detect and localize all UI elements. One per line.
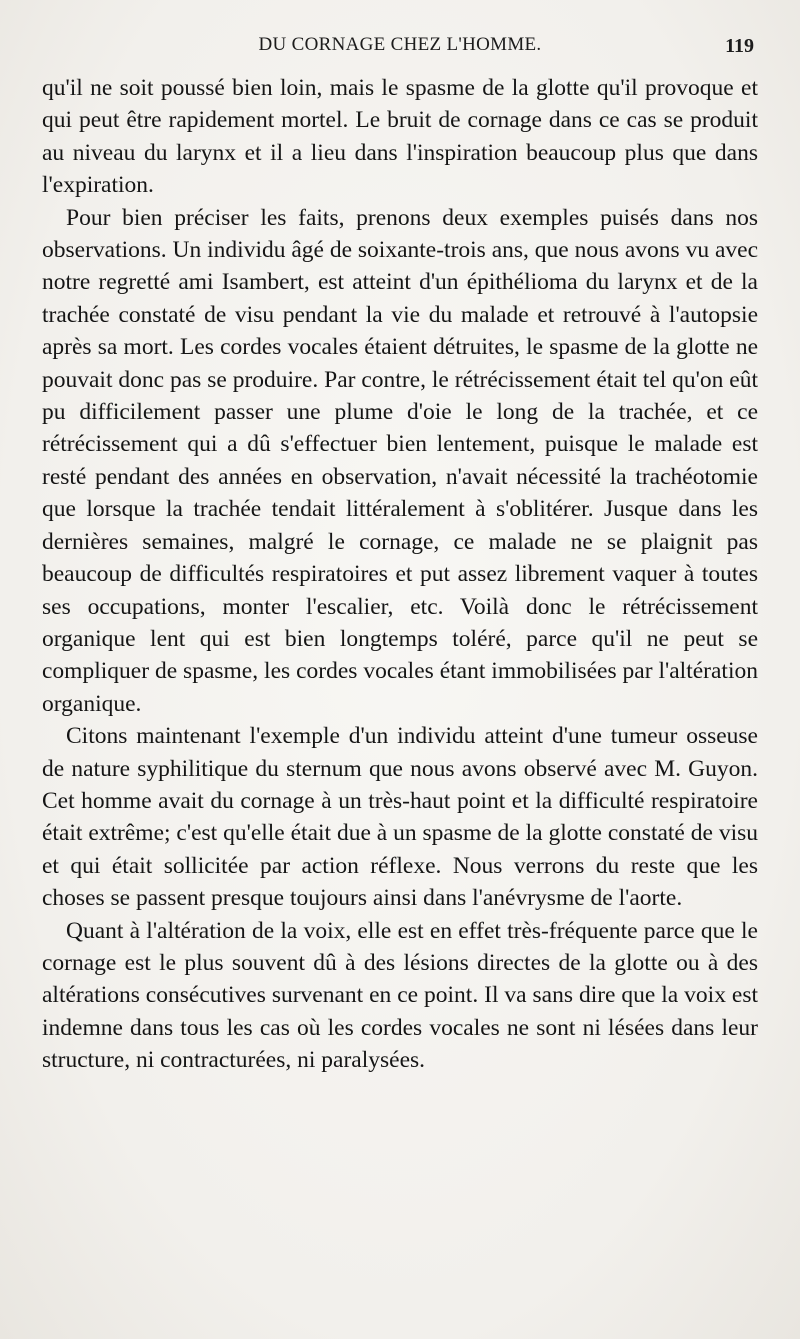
paragraph: Citons maintenant l'exemple d'un individu atteint d'une tumeur osseuse de nature syphilitique du sternum que nous avons observé avec M. Guyon. Cet homme avait du cornage à un très-haut point et la difficulté respiratoire était extrême; c'est qu'elle était due à un spasme de la glotte constaté de visu et qui était sollicitée par action réflexe. Nous verrons du reste que les choses se passent presque toujours ainsi dans l'anévrysme de l'aorte. <box>42 723 758 912</box>
running-head <box>0 34 800 64</box>
paragraph: Pour bien préciser les faits, prenons deux exemples puisés dans nos observations. Un individu âgé de soixante-trois ans, que nous avons vu avec notre regretté ami Isambert, est atteint d'un épithélioma du larynx et de la trachée constaté de visu pendant la vie du malade et retrouvé à l'autopsie après sa mort. Les cordes vocales étaient détruites, le spasme de la glotte ne pouvait donc pas se produire. Par contre, le rétrécissement était tel qu'on eût pu difficilement passer une plume d'oie le long de la trachée, et ce rétrécissement qui a dû s'effectuer bien lentement, puisque le malade est resté pendant des années en observation, n'avait nécessité la trachéotomie que lorsque la trachée tendait littéralement à s'oblitérer. Jusque dans les dernières semaines, malgré le cornage, ce malade ne se plaignit pas beaucoup de difficultés respiratoires et put assez librement vaquer à toutes ses occupations, monter l'escalier, etc. Voilà donc le rétrécissement organique lent qui est bien longtemps toléré, parce qu'il ne peut se compliquer de spasme, les cordes vocales étant immobilisées par l'altération organique. <box>42 204 758 717</box>
paragraph: qu'il ne soit poussé bien loin, mais le spasme de la glotte qu'il provoque et qui peut être rapidement mortel. Le bruit de cornage dans ce cas se produit au niveau du larynx et il a lieu dans l'inspiration beaucoup plus que dans l'expiration. <box>42 75 758 199</box>
paragraph: Quant à l'altération de la voix, elle est en effet très-fréquente parce que le cornage est le plus souvent dû à des lésions directes de la glotte ou à des altérations consécutives survenant en ce point. Il va sans dire que la voix est indemne dans tous les cas où les cordes vocales ne sont ni lésées dans leur structure, ni contracturées, ni paralysées. <box>42 917 758 1074</box>
page-number: 119 <box>725 35 754 57</box>
running-title: DU CORNAGE CHEZ L'HOMME. <box>258 34 542 55</box>
body-text <box>42 72 758 1077</box>
